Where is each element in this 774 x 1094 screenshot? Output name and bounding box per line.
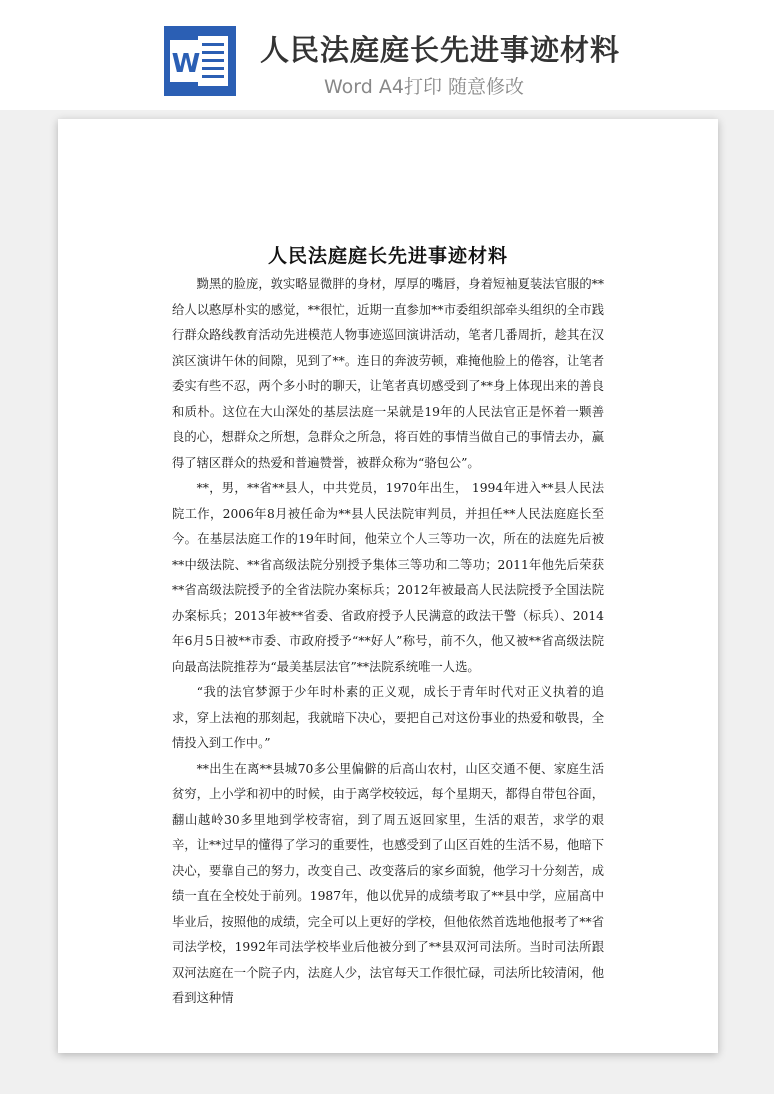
paragraph: **，男，**省**县人，中共党员，1970年出生， 1994年进入**县人民法院工作，2006年8月被任命为**县人民法院审判员，并担任**人民法庭庭长至今。在基层法庭工作的19年时间，他荣立个人三等功一次，所在的法庭先后被**中级法院、**省高级法院分别授予集体三等功和二等功；2011年他先后荣获**省高级法院授予的全省法院办案标兵；2012年被最高人民法院授予全国法院办案标兵；2013年被**省委、省政府授予人民满意的政法干警（标兵）、2014年6月5日被**市委、市政府授予“**好人”称号，前不久，他又被**省高级法院向最高法院推荐为“最美基层法官”**法院系统唯一人选。 — [172, 481, 604, 674]
word-doc-icon — [164, 26, 236, 96]
header-subtitle: Word A4打印 随意修改 — [324, 76, 525, 98]
paragraph: “我的法官梦源于少年时朴素的正义观，成长于青年时代对正义执着的追求，穿上法袍的那刻起，我就暗下决心，要把自己对这份事业的热爱和敬畏，全情投入到工作中。” — [172, 685, 604, 750]
document-title: 人民法庭庭长先进事迹材料 — [267, 245, 508, 267]
paragraph: **出生在离**县城70多公里偏僻的后高山农村，山区交通不便、家庭生活贫穷，上小学和初中的时候，由于离学校较远，每个星期天，都得自带包谷面，翻山越岭30多里地到学校寄宿，到了周五返回家里，生活的艰苦，求学的艰辛，让**过早的懂得了学习的重要性，也感受到了山区百姓的生活不易，他暗下决心，要靠自己的努力，改变自己、改变落后的家乡面貌，他学习十分刻苦，成绩一直在全校处于前列。1987年，他以优异的成绩考取了**县中学，应届高中毕业后，按照他的成绩，完全可以上更好的学校，但他依然首选地他报考了**省司法学校，1992年司法学校毕业后他被分到了**县双河司法所。当时司法所跟双河法庭在一个院子内，法庭人少，法官每天工作很忙碌，司法所比较清闲，他看到这种情 — [172, 761, 604, 1005]
header-banner — [0, 0, 774, 110]
svg-text:W: W — [171, 49, 201, 79]
paragraph: 黝黑的脸庞，敦实略显微胖的身材，厚厚的嘴唇，身着短袖夏装法官服的**给人以憨厚朴实的感觉，**很忙，近期一直参加**市委组织部牵头组织的全市践行群众路线教育活动先进模范人物事迹巡回演讲活动，笔者几番周折，趁其在汉滨区演讲午休的间隙，见到了**。连日的奔波劳顿，难掩他脸上的倦容，让笔者委实有些不忍，两个多小时的聊天，让笔者真切感受到了**身上体现出来的善良和质朴。这位在大山深处的基层法庭一呆就是19年的人民法官正是怀着一颗善良的心，想群众之所想，急群众之所急，将百姓的事情当做自己的事情去办，赢得了辖区群众的热爱和普遍赞誉，被群众称为“骆包公”。 — [172, 277, 604, 470]
document-body — [172, 272, 604, 1012]
document-page — [58, 119, 718, 1053]
header-title: 人民法庭庭长先进事迹材料 — [260, 33, 621, 67]
